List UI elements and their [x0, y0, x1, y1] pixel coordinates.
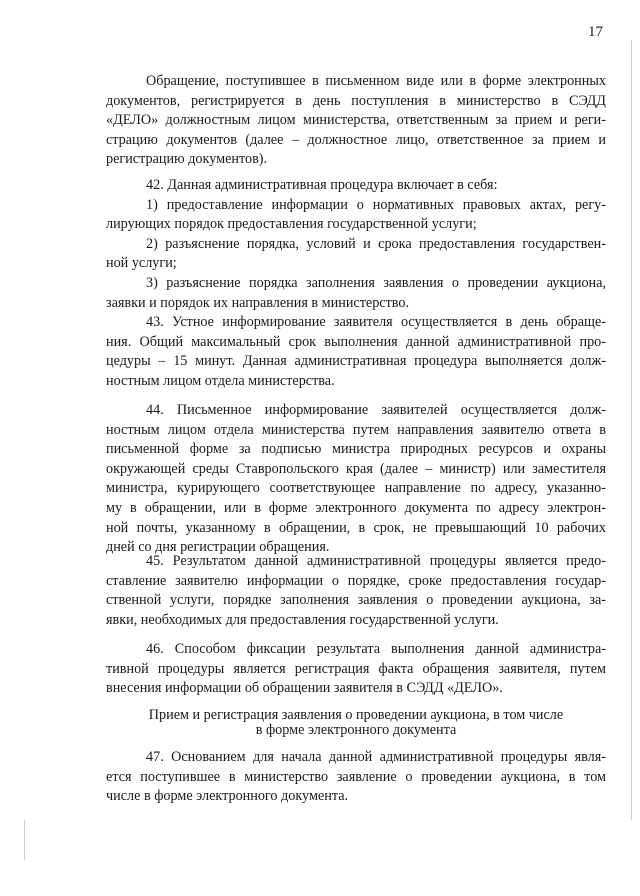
- text-line: ной почты, указанному в обращении, в срок, не превышающий 10 рабочих: [106, 519, 606, 536]
- heading-line: Прием и регистрация заявления о проведении аукциона, в том числе: [148, 707, 564, 723]
- text-line: окружающей среды Ставропольского края (далее – министр) или заместителя: [106, 460, 606, 477]
- text-line: Обращение, поступившее в письменном виде или в форме электронных: [146, 73, 606, 89]
- text-line: 44. Письменное информирование заявителей осуществляется долж-: [146, 402, 606, 418]
- text-line: ной услуги;: [106, 255, 177, 272]
- paragraph-46: [106, 640, 606, 699]
- text-line: явки, необходимых для предоставления государственной услуги.: [106, 611, 499, 628]
- text-line: дней со дня регистрации обращения.: [106, 539, 330, 556]
- text-line: ностным лицом отдела министерства.: [106, 372, 335, 389]
- text-line: письменной форме за подписью министра природных ресурсов и охраны: [106, 441, 606, 458]
- text-line: внесения информации об обращении заявителя в СЭДД «ДЕЛО».: [106, 680, 503, 697]
- paragraph-43: [106, 313, 606, 391]
- text-line: ставление заявителю информации о порядке, сроке предоставления государ-: [106, 572, 606, 589]
- paragraph-intake: [106, 72, 606, 170]
- text-line: документов, регистрируется в день поступления в министерство в СЭДД: [106, 92, 606, 109]
- text-line: заявки и порядок их направления в министерство.: [106, 294, 410, 311]
- text-line: страцию документов (далее – должностное лицо, ответственное за прием и: [106, 131, 606, 148]
- text-line: регистрацию документов).: [106, 151, 268, 168]
- text-line: «ДЕЛО» должностным лицом министерства, ответственным за прием и реги-: [106, 112, 606, 129]
- scan-edge-mark: [631, 40, 632, 820]
- text-line: ственной услуги, порядке заполнения заявления о проведении аукциона, за-: [106, 592, 606, 609]
- paragraph-42: [106, 176, 606, 313]
- section-heading: [106, 708, 606, 738]
- scan-edge-mark: [24, 820, 25, 860]
- text-line: числе в форме электронного документа.: [106, 788, 349, 805]
- text-line: 42. Данная административная процедура включает в себя:: [146, 177, 498, 193]
- paragraph-44: [106, 401, 606, 558]
- text-line: 46. Способом фиксации результата выполнения данной администра-: [146, 641, 606, 657]
- heading-line: в форме электронного документа: [255, 722, 457, 738]
- text-line: му в обращении, или в форме электронного документа по адресу электрон-: [106, 499, 606, 516]
- paragraph-45: [106, 552, 606, 630]
- text-line: 3) разъяснение порядка заполнения заявления о проведении аукциона,: [146, 274, 606, 291]
- text-line: ностным лицом отдела министерства путем направления заявителю ответа в: [106, 421, 606, 438]
- text-line: 43. Устное информирование заявителя осуществляется в день обраще-: [146, 314, 606, 330]
- text-line: тивной процедуры является регистрация факта обращения заявителя, путем: [106, 660, 606, 677]
- paragraph-47: [106, 748, 606, 807]
- text-line: ния. Общий максимальный срок выполнения данной административной про-: [106, 333, 606, 350]
- text-line: министра, курирующего соответствующее направление по адресу, указанно-: [106, 480, 606, 497]
- text-line: цедуры – 15 минут. Данная административная процедура выполняется долж-: [106, 353, 606, 370]
- text-line: 2) разъяснение порядка, условий и срока предоставления государствен-: [146, 235, 606, 252]
- text-line: ется поступившее в министерство заявление о проведении аукциона, в том: [106, 768, 606, 785]
- text-line: 47. Основанием для начала данной административной процедуры явля-: [146, 749, 606, 765]
- page-number: 17: [588, 24, 603, 40]
- text-line: лирующих порядок предоставления государственной услуги;: [106, 216, 477, 233]
- text-line: 1) предоставление информации о нормативных правовых актах, регу-: [146, 196, 606, 213]
- text-line: 45. Результатом данной административной процедуры является предо-: [146, 553, 606, 569]
